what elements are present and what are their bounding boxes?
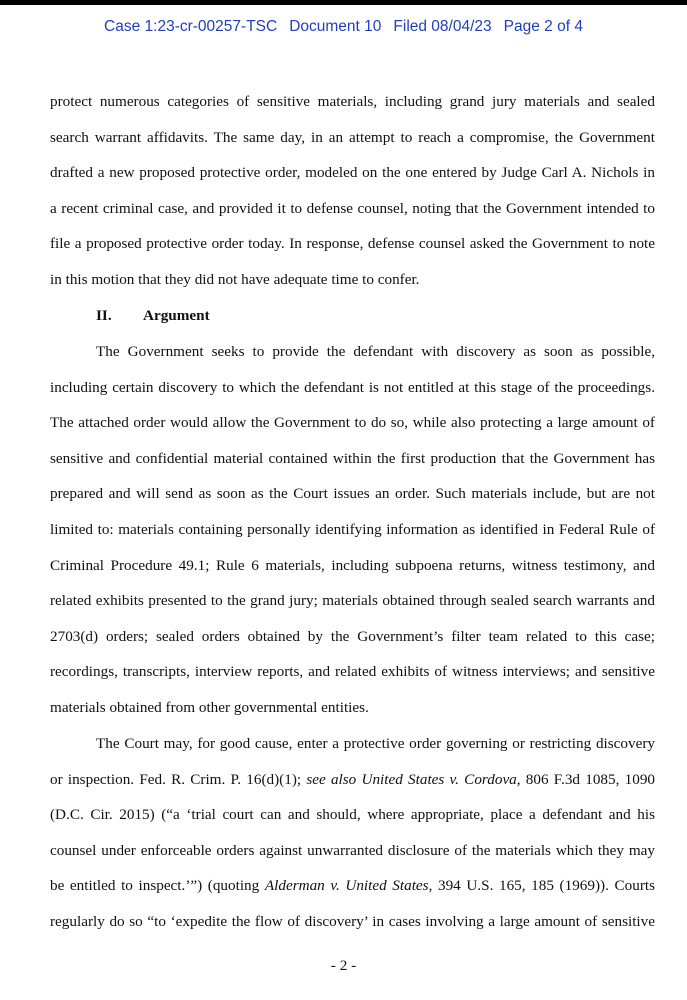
text-line <box>50 770 655 790</box>
text-line: counsel under enforceable orders against unwarranted disclosure of the materials which they may <box>50 841 655 859</box>
text-line: a recent criminal case, and provided it to defense counsel, noting that the Government intended to <box>50 199 655 217</box>
page-indicator: Page 2 of 4 <box>503 18 583 35</box>
document-number: Document 10 <box>289 18 382 35</box>
text-line: related exhibits presented to the grand jury; materials obtained through sealed search warrants and <box>50 592 655 610</box>
text-line: prepared and will send as soon as the Court issues an order. Such materials include, but are not <box>50 485 655 503</box>
text-run: or inspection. Fed. R. Crim. P. 16(d)(1); <box>50 770 307 788</box>
page-number: - 2 - <box>330 957 357 974</box>
text-line: limited to: materials containing personally identifying information as identified in Federal Rule of <box>50 521 655 538</box>
section-number: II. <box>96 307 112 324</box>
case-citation: see also United States v. Cordova <box>306 770 517 788</box>
text-line: regularly do so “to ‘expedite the flow of discovery’ in cases involving a large amount of sensitive <box>50 912 655 930</box>
text-line: Criminal Procedure 49.1; Rule 6 materials, including subpoena returns, witness testimony, and <box>50 556 655 574</box>
top-border <box>0 0 687 5</box>
text-line: recordings, transcripts, interview reports, and related exhibits of witness interviews; and sensitive <box>50 663 655 681</box>
text-line: The attached order would allow the Government to do so, while also protecting a large amount of <box>50 414 655 432</box>
text-run: be entitled to inspect.’”) (quoting <box>50 877 265 894</box>
text-line: search warrant affidavits. The same day, in an attempt to reach a compromise, the Government <box>50 128 655 146</box>
text-line: including certain discovery to which the defendant is not entitled at this stage of the proceedings. <box>50 378 655 396</box>
case-citation: Alderman v. United States <box>264 877 429 894</box>
text-line <box>50 876 655 896</box>
text-line: in this motion that they did not have adequate time to confer. <box>50 270 420 288</box>
text-line: protect numerous categories of sensitive materials, including grand jury materials and sealed <box>50 93 655 110</box>
filed-date: Filed 08/04/23 <box>393 18 492 35</box>
text-line: file a proposed protective order today. In response, defense counsel asked the Government to note <box>50 235 655 252</box>
ecf-header <box>0 18 687 36</box>
text-line: drafted a new proposed protective order, modeled on the one entered by Judge Carl A. Nichols in <box>50 164 655 181</box>
case-number: Case 1:23-cr-00257-TSC <box>104 18 278 35</box>
text-line: (D.C. Cir. 2015) (“a ‘trial court can and should, where appropriate, place a defendant and his <box>50 806 655 823</box>
text-line: The Government seeks to provide the defendant with discovery as soon as possible, <box>96 343 655 360</box>
text-run: , 806 F.3d 1085, 1090 <box>516 770 656 788</box>
text-line: sensitive and confidential material contained within the first production that the Government has <box>50 449 655 467</box>
text-line: materials obtained from other governmental entities. <box>50 699 369 716</box>
section-title: Argument <box>143 307 210 324</box>
text-line: The Court may, for good cause, enter a protective order governing or restricting discovery <box>96 735 655 752</box>
text-line: 2703(d) orders; sealed orders obtained by the Government’s filter team related to this case; <box>50 627 655 645</box>
text-run: , 394 U.S. 165, 185 (1969)). Courts <box>428 877 656 894</box>
